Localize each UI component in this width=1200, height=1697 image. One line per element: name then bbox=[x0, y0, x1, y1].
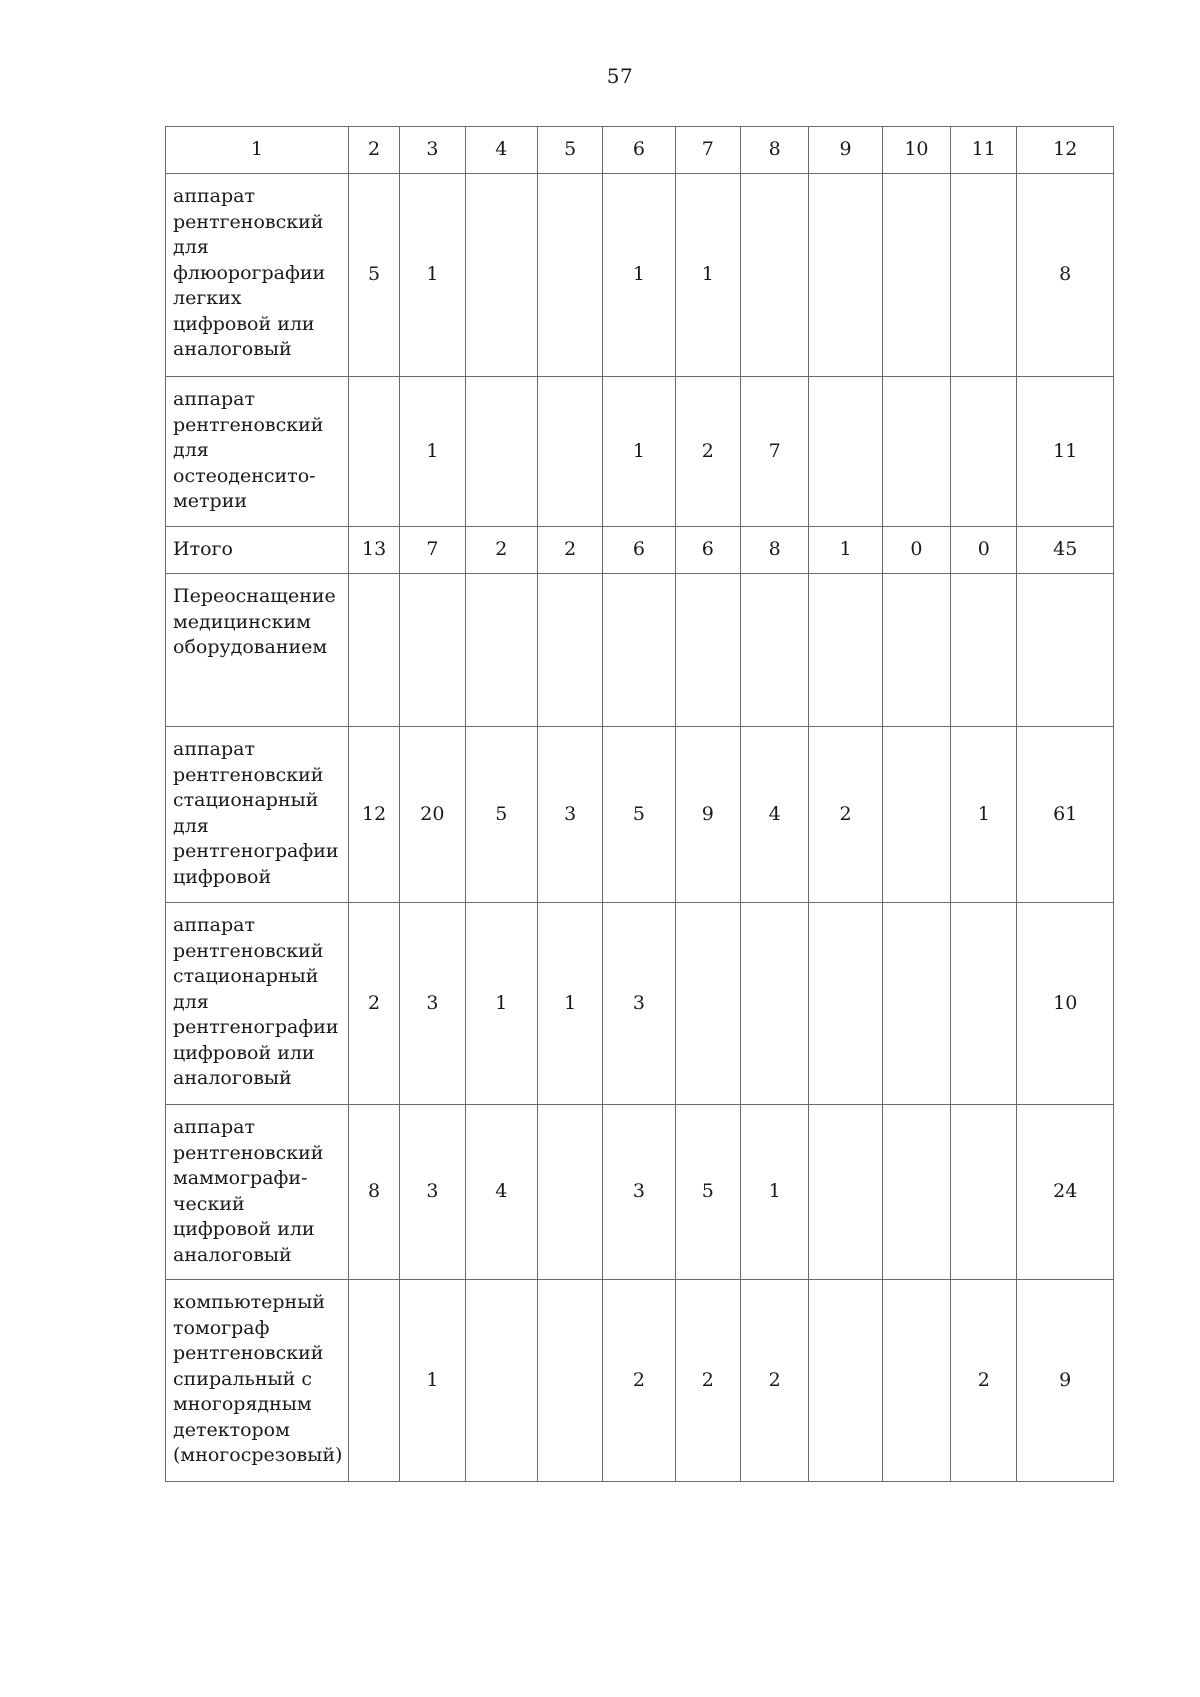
table-cell: 11 bbox=[1017, 377, 1114, 527]
table-cell: 1 bbox=[400, 1280, 465, 1482]
table-cell bbox=[537, 377, 602, 527]
header-cell: 2 bbox=[348, 127, 399, 174]
table-cell bbox=[882, 1105, 950, 1280]
table-cell bbox=[465, 174, 537, 377]
row-label: Итого bbox=[166, 527, 349, 574]
table-cell: 9 bbox=[675, 727, 740, 903]
table-cell: 1 bbox=[809, 527, 882, 574]
table-cell: 2 bbox=[537, 527, 602, 574]
table-row bbox=[166, 174, 1114, 377]
table-cell: 3 bbox=[400, 903, 465, 1105]
table-header-row bbox=[166, 127, 1114, 174]
table-cell bbox=[348, 1280, 399, 1482]
table-cell bbox=[537, 1280, 602, 1482]
table-row bbox=[166, 1105, 1114, 1280]
table-row bbox=[166, 1280, 1114, 1482]
table-cell: 3 bbox=[537, 727, 602, 903]
table-cell bbox=[882, 1280, 950, 1482]
table-cell bbox=[537, 174, 602, 377]
table-cell: 3 bbox=[603, 1105, 675, 1280]
table-row bbox=[166, 903, 1114, 1105]
table-cell: 1 bbox=[675, 174, 740, 377]
table-cell: 1 bbox=[537, 903, 602, 1105]
table-cell bbox=[951, 903, 1017, 1105]
table-cell: 5 bbox=[675, 1105, 740, 1280]
table-row bbox=[166, 377, 1114, 527]
table-cell: 2 bbox=[348, 903, 399, 1105]
table-cell bbox=[809, 1280, 882, 1482]
row-label: аппарат рентгеновский маммографи-ческий цифровой или аналоговый bbox=[166, 1105, 349, 1280]
table-cell: 9 bbox=[1017, 1280, 1114, 1482]
table-cell bbox=[348, 574, 399, 727]
table-cell: 5 bbox=[465, 727, 537, 903]
header-cell: 3 bbox=[400, 127, 465, 174]
table-cell: 20 bbox=[400, 727, 465, 903]
table-cell: 61 bbox=[1017, 727, 1114, 903]
table-cell bbox=[537, 1105, 602, 1280]
table-cell: 6 bbox=[675, 527, 740, 574]
table-cell: 2 bbox=[741, 1280, 809, 1482]
table-cell: 12 bbox=[348, 727, 399, 903]
table-cell bbox=[741, 903, 809, 1105]
table-cell: 7 bbox=[400, 527, 465, 574]
table-cell bbox=[537, 574, 602, 727]
equipment-table bbox=[165, 126, 1114, 1482]
table-cell bbox=[741, 174, 809, 377]
header-cell: 10 bbox=[882, 127, 950, 174]
header-cell: 8 bbox=[741, 127, 809, 174]
table-cell bbox=[675, 903, 740, 1105]
table-cell: 4 bbox=[741, 727, 809, 903]
table-cell: 2 bbox=[809, 727, 882, 903]
table-cell: 2 bbox=[465, 527, 537, 574]
table-cell bbox=[951, 174, 1017, 377]
table-cell bbox=[603, 574, 675, 727]
table-cell: 1 bbox=[741, 1105, 809, 1280]
table-cell: 1 bbox=[400, 174, 465, 377]
table-cell: 4 bbox=[465, 1105, 537, 1280]
table-cell bbox=[882, 903, 950, 1105]
table-cell: 8 bbox=[741, 527, 809, 574]
table-cell bbox=[951, 377, 1017, 527]
table-cell: 1 bbox=[400, 377, 465, 527]
table-cell: 1 bbox=[603, 174, 675, 377]
row-label: компьютерный томограф рентгеновский спиральный с многорядным детектором (многосрезовый) bbox=[166, 1280, 349, 1482]
table-cell bbox=[882, 377, 950, 527]
table-cell: 8 bbox=[1017, 174, 1114, 377]
table-cell: 7 bbox=[741, 377, 809, 527]
table-cell bbox=[400, 574, 465, 727]
header-cell: 1 bbox=[166, 127, 349, 174]
table-cell bbox=[809, 1105, 882, 1280]
table-cell bbox=[882, 174, 950, 377]
header-cell: 5 bbox=[537, 127, 602, 174]
table-cell: 2 bbox=[675, 377, 740, 527]
table-cell: 2 bbox=[951, 1280, 1017, 1482]
row-label: аппарат рентгеновский для остеоденсито-метрии bbox=[166, 377, 349, 527]
table-cell: 1 bbox=[951, 727, 1017, 903]
header-cell: 4 bbox=[465, 127, 537, 174]
table-cell: 5 bbox=[348, 174, 399, 377]
table-cell bbox=[882, 727, 950, 903]
table-cell bbox=[675, 574, 740, 727]
total-row bbox=[166, 527, 1114, 574]
table-cell bbox=[465, 574, 537, 727]
table-cell: 13 bbox=[348, 527, 399, 574]
table-cell bbox=[951, 1105, 1017, 1280]
table-cell: 0 bbox=[882, 527, 950, 574]
row-label: аппарат рентгеновский для флюорографии легких цифровой или аналоговый bbox=[166, 174, 349, 377]
table-row bbox=[166, 727, 1114, 903]
table-cell: 10 bbox=[1017, 903, 1114, 1105]
table-cell bbox=[348, 377, 399, 527]
table-cell: 2 bbox=[675, 1280, 740, 1482]
table-cell bbox=[809, 574, 882, 727]
table-cell bbox=[882, 574, 950, 727]
table-cell bbox=[951, 574, 1017, 727]
table-cell: 1 bbox=[603, 377, 675, 527]
table-cell: 5 bbox=[603, 727, 675, 903]
table-cell: 6 bbox=[603, 527, 675, 574]
table-cell: 0 bbox=[951, 527, 1017, 574]
row-label: аппарат рентгеновский стационарный для рентгенографии цифровой bbox=[166, 727, 349, 903]
table-cell bbox=[465, 377, 537, 527]
section-label: Переоснащение медицинским оборудованием bbox=[166, 574, 349, 727]
table-cell: 24 bbox=[1017, 1105, 1114, 1280]
table-cell bbox=[809, 377, 882, 527]
header-cell: 12 bbox=[1017, 127, 1114, 174]
table-cell: 1 bbox=[465, 903, 537, 1105]
table-cell bbox=[741, 574, 809, 727]
table-cell: 3 bbox=[400, 1105, 465, 1280]
row-label: аппарат рентгеновский стационарный для рентгенографии цифровой или аналоговый bbox=[166, 903, 349, 1105]
header-cell: 7 bbox=[675, 127, 740, 174]
table-cell bbox=[465, 1280, 537, 1482]
table-cell: 8 bbox=[348, 1105, 399, 1280]
section-row bbox=[166, 574, 1114, 727]
table-cell bbox=[809, 903, 882, 1105]
table-cell bbox=[809, 174, 882, 377]
table-cell: 45 bbox=[1017, 527, 1114, 574]
header-cell: 11 bbox=[951, 127, 1017, 174]
header-cell: 6 bbox=[603, 127, 675, 174]
table-cell: 2 bbox=[603, 1280, 675, 1482]
header-cell: 9 bbox=[809, 127, 882, 174]
table-cell: 3 bbox=[603, 903, 675, 1105]
table-cell bbox=[1017, 574, 1114, 727]
page-number: 57 bbox=[606, 64, 634, 88]
